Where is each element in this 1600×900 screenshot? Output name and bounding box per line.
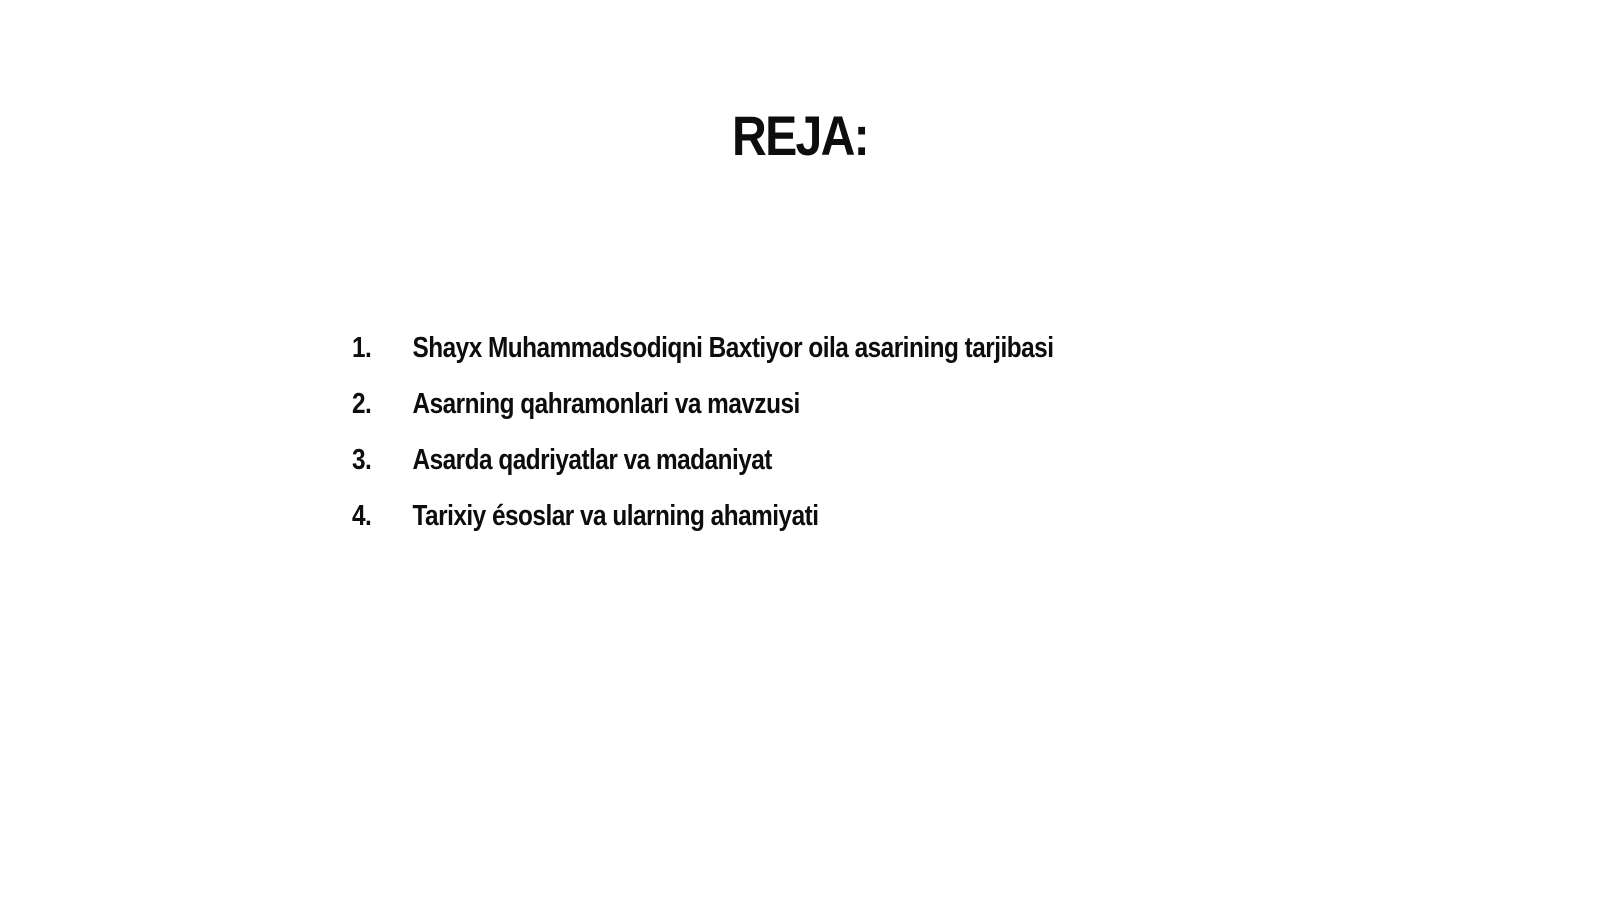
plan-list (352, 328, 1252, 552)
plan-item-text: Shayx Muhammadsodiqni Baxtiyor oila asarining tarjibasi (412, 332, 1054, 364)
plan-item-number: 2. (352, 388, 372, 420)
plan-item-3 (352, 440, 1108, 496)
plan-item-2 (352, 384, 1108, 440)
plan-item-text: Asarda qadriyatlar va madaniyat (412, 444, 772, 476)
plan-item-4 (352, 496, 1108, 552)
plan-item-1 (352, 328, 1108, 384)
plan-item-number: 1. (352, 332, 372, 364)
plan-item-number: 3. (352, 444, 372, 476)
slide-title: REJA: (732, 104, 868, 167)
plan-item-number: 4. (352, 500, 372, 532)
plan-item-text: Tarixiy ésoslar va ularning ahamiyati (412, 500, 819, 532)
plan-item-text: Asarning qahramonlari va mavzusi (412, 388, 800, 420)
